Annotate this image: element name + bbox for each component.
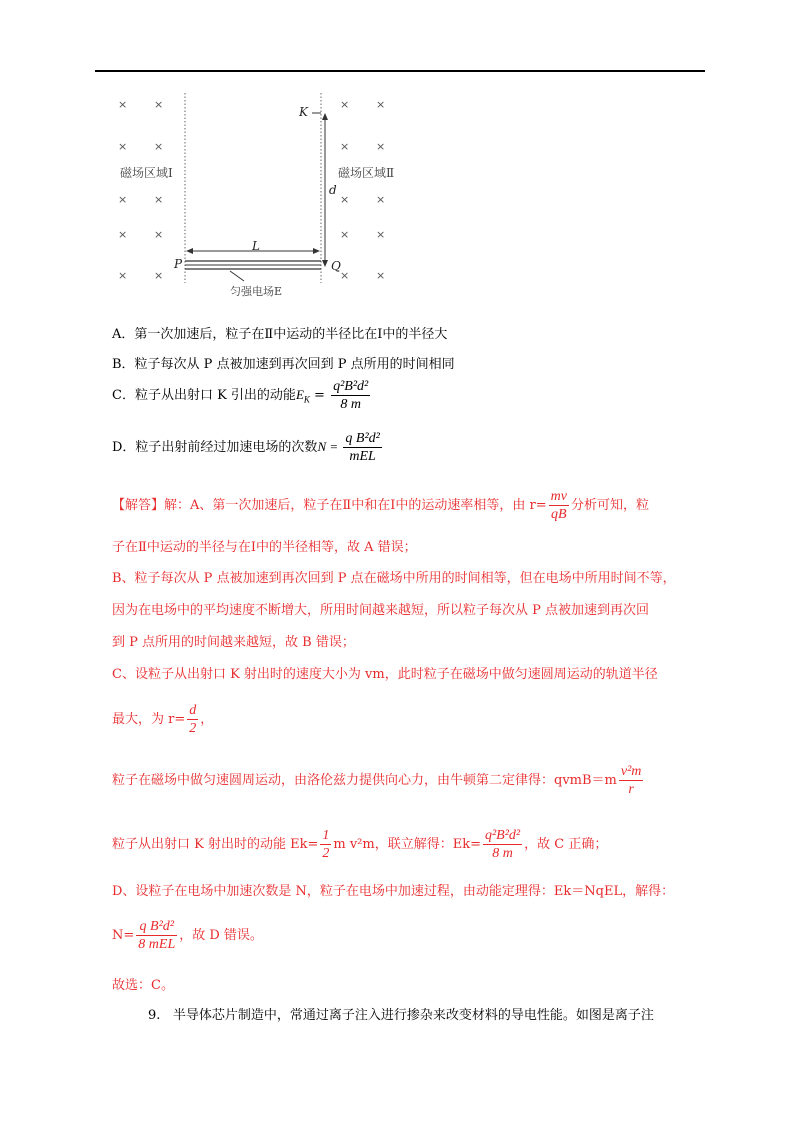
answer-line-4: 因为在电场中的平均速度不断增大，所用时间越来越短，所以粒子每次从 P 点被加速到再次回 [112, 603, 650, 618]
label-k: K [299, 105, 308, 119]
question-number: 9. [148, 1008, 161, 1023]
cross-mark: × [118, 140, 128, 153]
formula-fraction [549, 488, 569, 523]
option-d-fraction [343, 430, 381, 465]
cross-mark: × [154, 228, 164, 241]
answer-text: 粒子在磁场中做匀速圆周运动，由洛伦兹力提供向心力，由牛顿第二定律得：qvmB＝m [112, 773, 617, 788]
frac-num: q²B²d² [484, 828, 521, 843]
answer-text: ， [200, 712, 214, 727]
cross-mark: × [376, 98, 386, 111]
cross-mark: × [340, 193, 350, 206]
cross-mark: × [340, 98, 350, 111]
frac-num: q B²d² [136, 918, 177, 936]
cross-mark: × [340, 228, 350, 241]
cross-mark: × [154, 193, 164, 206]
option-c-eq: = [309, 388, 330, 403]
option-c-fraction [331, 378, 370, 413]
frac-den: 8 mEL [138, 937, 176, 952]
frac-den: 2 [189, 721, 197, 736]
formula-fraction [619, 763, 644, 798]
option-b: B．粒子每次从 P 点被加速到再次回到 P 点所用的时间相同 [112, 357, 455, 372]
cross-mark: × [340, 269, 350, 282]
option-c-lhs: E [295, 387, 304, 402]
frac-num: q²B²d² [333, 379, 369, 394]
option-d-text: D．粒子出射前经过加速电场的次数 [112, 440, 318, 455]
label-l: L [252, 239, 260, 253]
formula-fraction [483, 827, 522, 862]
formula-fraction [187, 702, 198, 737]
cross-mark: × [154, 140, 164, 153]
label-d: d [329, 183, 337, 197]
region-1-label: 磁场区域Ⅰ [120, 166, 173, 180]
answer-line-1 [112, 488, 649, 523]
frac-den: 8 m [340, 397, 361, 412]
frac-num: v²m [620, 764, 642, 779]
cross-mark: × [376, 140, 386, 153]
answer-text: 粒子从出射口 K 射出时的动能 Ek= [112, 837, 319, 852]
cyclotron-figure [112, 93, 412, 303]
cross-mark: × [340, 140, 350, 153]
cross-mark: × [118, 98, 128, 111]
question-9 [148, 1004, 654, 1023]
option-d-lhs: N = [317, 439, 342, 454]
answer-line-3: B、粒子每次从 P 点被加速到再次回到 P 点在磁场中所用的时间相等，但在电场中所用时间不等， [112, 571, 676, 586]
frac-den: r [628, 782, 634, 797]
question-text: 半导体芯片制造中，常通过离子注入进行掺杂来改变材料的导电性能。如图是离子注 [172, 1008, 654, 1023]
cross-mark: × [376, 269, 386, 282]
answer-text: 分析可知，粒 [570, 498, 649, 513]
answer-text: 解：A、第一次加速后，粒子在Ⅱ中和在Ⅰ中的运动速率相等，由 r= [164, 498, 547, 513]
cross-mark: × [118, 228, 128, 241]
label-p: P [174, 257, 183, 271]
answer-text: ，故 C 正确； [524, 837, 608, 852]
cross-mark: × [154, 98, 164, 111]
answer-tag: 【解答】 [112, 498, 165, 513]
answer-text: 最大，为 r= [112, 712, 186, 727]
answer-line-2: 子在Ⅱ中运动的半径与在Ⅰ中的半径相等，故 A 错误； [112, 540, 417, 555]
option-d [112, 430, 384, 465]
formula-fraction [136, 918, 177, 953]
option-c-sub: K [303, 394, 310, 405]
cross-mark: × [118, 193, 128, 206]
frac-den: 2 [322, 846, 330, 861]
frac-num: 1 [322, 828, 330, 843]
answer-line-12: 故选：C。 [112, 978, 174, 993]
answer-text: m v²m，联立解得：Ek= [333, 837, 481, 852]
cross-mark: × [376, 193, 386, 206]
field-label: 匀强电场E [230, 285, 283, 298]
frac-num: d [189, 703, 197, 718]
answer-line-7 [112, 702, 213, 737]
answer-line-6: C、设粒子从出射口 K 射出时的速度大小为 vm，此时粒子在磁场中做匀速圆周运动的轨道半径 [112, 667, 658, 682]
label-q: Q [331, 259, 341, 273]
frac-den: qB [551, 507, 567, 522]
frac-den: 8 m [492, 846, 513, 861]
region-2-label: 磁场区域Ⅱ [338, 166, 395, 180]
answer-line-11 [112, 918, 263, 953]
answer-line-10: D、设粒子在电场中加速次数是 N，粒子在电场中加速过程，由动能定理得：Ek＝NqEL，解得： [112, 884, 675, 899]
cross-mark: × [118, 269, 128, 282]
cross-mark: × [376, 228, 386, 241]
answer-line-5: 到 P 点所用的时间越来越短，故 B 错误； [112, 635, 355, 650]
option-c-text: C．粒子从出射口 K 引出的动能 [112, 388, 296, 403]
option-c [112, 378, 372, 413]
header-rule [95, 70, 705, 72]
answer-text: N= [112, 928, 135, 943]
answer-line-8 [112, 763, 645, 798]
answer-line-9 [112, 827, 607, 862]
frac-den: mEL [349, 449, 376, 464]
cross-mark: × [154, 269, 164, 282]
option-a: A．第一次加速后，粒子在Ⅱ中运动的半径比在Ⅰ中的半径大 [112, 327, 448, 342]
frac-num: q B²d² [345, 431, 380, 446]
answer-text: ，故 D 错误。 [179, 928, 263, 943]
formula-fraction [320, 827, 331, 862]
frac-num: mv [550, 489, 567, 504]
